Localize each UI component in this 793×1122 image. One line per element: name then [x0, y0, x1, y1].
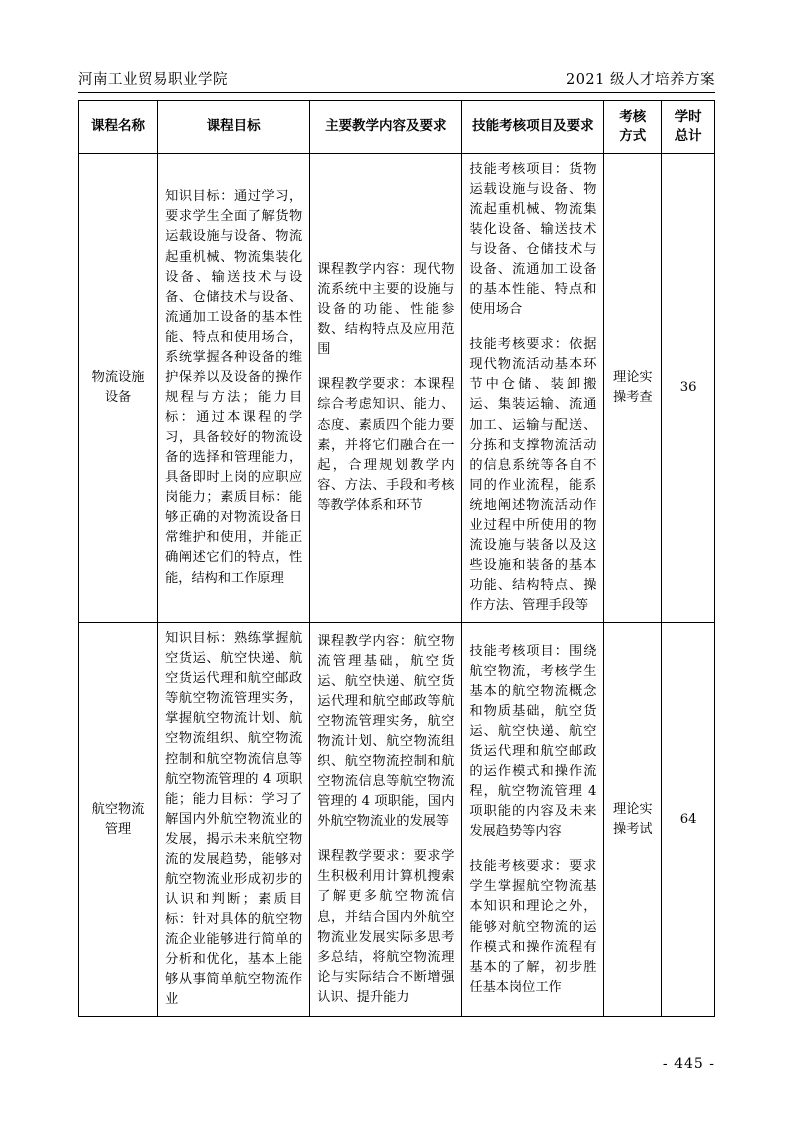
teaching-requirement-text: 课程教学要求：要求学生积极利用计算机搜索了解更多航空物流信息，并结合国内外航空物流业发展实际多思考多总结，将航空物流理论与实际结合不断增强认识、提升能力: [317, 849, 455, 1005]
assessment-method-line1: 考核: [619, 109, 647, 125]
header-document-title: 2021 级人才培养方案: [565, 72, 715, 88]
cell-course-goal: [158, 623, 310, 1017]
cell-teaching-content: [310, 153, 462, 622]
cell-skill-assessment: [462, 153, 604, 622]
column-header-skill-assessment: 技能考核项目及要求: [462, 101, 604, 154]
page-header: [78, 68, 715, 89]
skill-assessment-requirement-text: 技能考核要求：要求学生掌握航空物流基本知识和理论之外，能够对航空物流的运作模式和操作流程有基本的了解，初步胜任基本岗位工作: [469, 859, 597, 995]
column-header-teaching-content: 主要教学内容及要求: [310, 101, 462, 154]
cell-total-hours: 64: [662, 623, 715, 1017]
cell-course-goal: [158, 153, 310, 622]
assessment-method-line2: 方式: [619, 127, 647, 144]
cell-total-hours: 36: [662, 153, 715, 622]
table-row: [79, 623, 715, 1017]
page-number: - 445 -: [662, 1056, 715, 1072]
cell-assessment-method: [604, 623, 662, 1017]
assessment-method-text: 理论实操考试: [613, 801, 653, 837]
teaching-requirement-text: 课程教学要求：本课程综合考虑知识、能力、态度、素质四个能力要素，并将它们融合在一起，合理规划教学内容、方法、手段和考核等教学体系和环节: [317, 377, 455, 513]
header-divider: [78, 92, 715, 93]
table-row: [79, 153, 715, 622]
cell-assessment-method: [604, 153, 662, 622]
table-header-row: [79, 101, 715, 154]
column-header-course-name: 课程名称: [79, 101, 158, 154]
course-goal-text: 知识目标：熟练掌握航空货运、航空快递、航空货运代理和航空邮政等航空物流管理实务，掌握航空物流计划、航空物流组织、航空物流控制和航空物流信息等航空物流管理的 4 项职能；能力目标：学习了解国内外航空物流业的发展，揭示未来航空物流的发展趋势，能够对航空物流业形成初步的认识和判断；素质目标：针对具体的航空物流企业能够进行简单的分析和优化，基本上能够从事简单航空物流作业: [165, 631, 303, 1008]
teaching-content-text: 课程教学内容：现代物流系统中主要的设施与设备的功能、性能参数、结构特点及应用范围: [317, 262, 455, 358]
total-hours-line2: 总计: [674, 127, 702, 144]
total-hours-line1: 学时: [674, 109, 702, 125]
cell-teaching-content: [310, 623, 462, 1017]
column-header-total-hours: [662, 101, 715, 154]
assessment-method-text: 理论实操考查: [613, 369, 653, 405]
cell-course-name: 航空物流管理: [79, 623, 158, 1017]
cell-skill-assessment: [462, 623, 604, 1017]
teaching-content-text: 课程教学内容：航空物流管理基础，航空货运、航空快递、航空货运代理和航空邮政等航空物流管理实务，航空物流计划、航空物流组织、航空物流控制和航空物流信息等航空物流管理的 4 项职能，国内外航空物流业的发展等: [317, 633, 455, 830]
cell-course-name: 物流设施设备: [79, 153, 158, 622]
header-institution: 河南工业贸易职业学院: [78, 72, 228, 88]
column-header-assessment-method: [604, 101, 662, 154]
skill-assessment-items-text: 技能考核项目：货物运载设施与设备、物流起重机械、物流集装化设备、输送技术与设备、仓储技术与设备、流通加工设备的基本性能、特点和使用场合: [469, 161, 597, 318]
course-table: [78, 100, 715, 1017]
column-header-course-goal: 课程目标: [158, 101, 310, 154]
course-goal-text: 知识目标：通过学习，要求学生全面了解货物运载设施与设备、物流起重机械、物流集装化设备、输送技术与设备、仓储技术与设备、流通加工设备的基本性能、特点和使用场合，系统掌握各种设备的维护保养以及设备的操作规程与方法；能力目标：通过本课程的学习，具备较好的物流设备的选择和管理能力，具备即时上岗的应职应岗能力；素质目标：能够正确的对物流设备日常维护和使用，并能正确阐述它们的特点，性能，结构和工作原理: [165, 189, 303, 586]
skill-assessment-items-text: 技能考核项目：围绕航空物流，考核学生基本的航空物流概念和物质基础，航空货运、航空快递、航空货运代理和航空邮政的运作模式和操作流程，航空物流管理 4 项职能的内容及未来发展趋势等内容: [469, 643, 597, 840]
skill-assessment-requirement-text: 技能考核要求：依据现代物流活动基本环节中仓储、装卸搬运、集装运输、流通加工、运输与配送、分拣和支撑物流活动的信息系统等各自不同的作业流程，能系统地阐述物流活动作业过程中所使用的物流设施与装备以及这些设施和装备的基本功能、结构特点、操作方法、管理手段等: [469, 337, 597, 614]
